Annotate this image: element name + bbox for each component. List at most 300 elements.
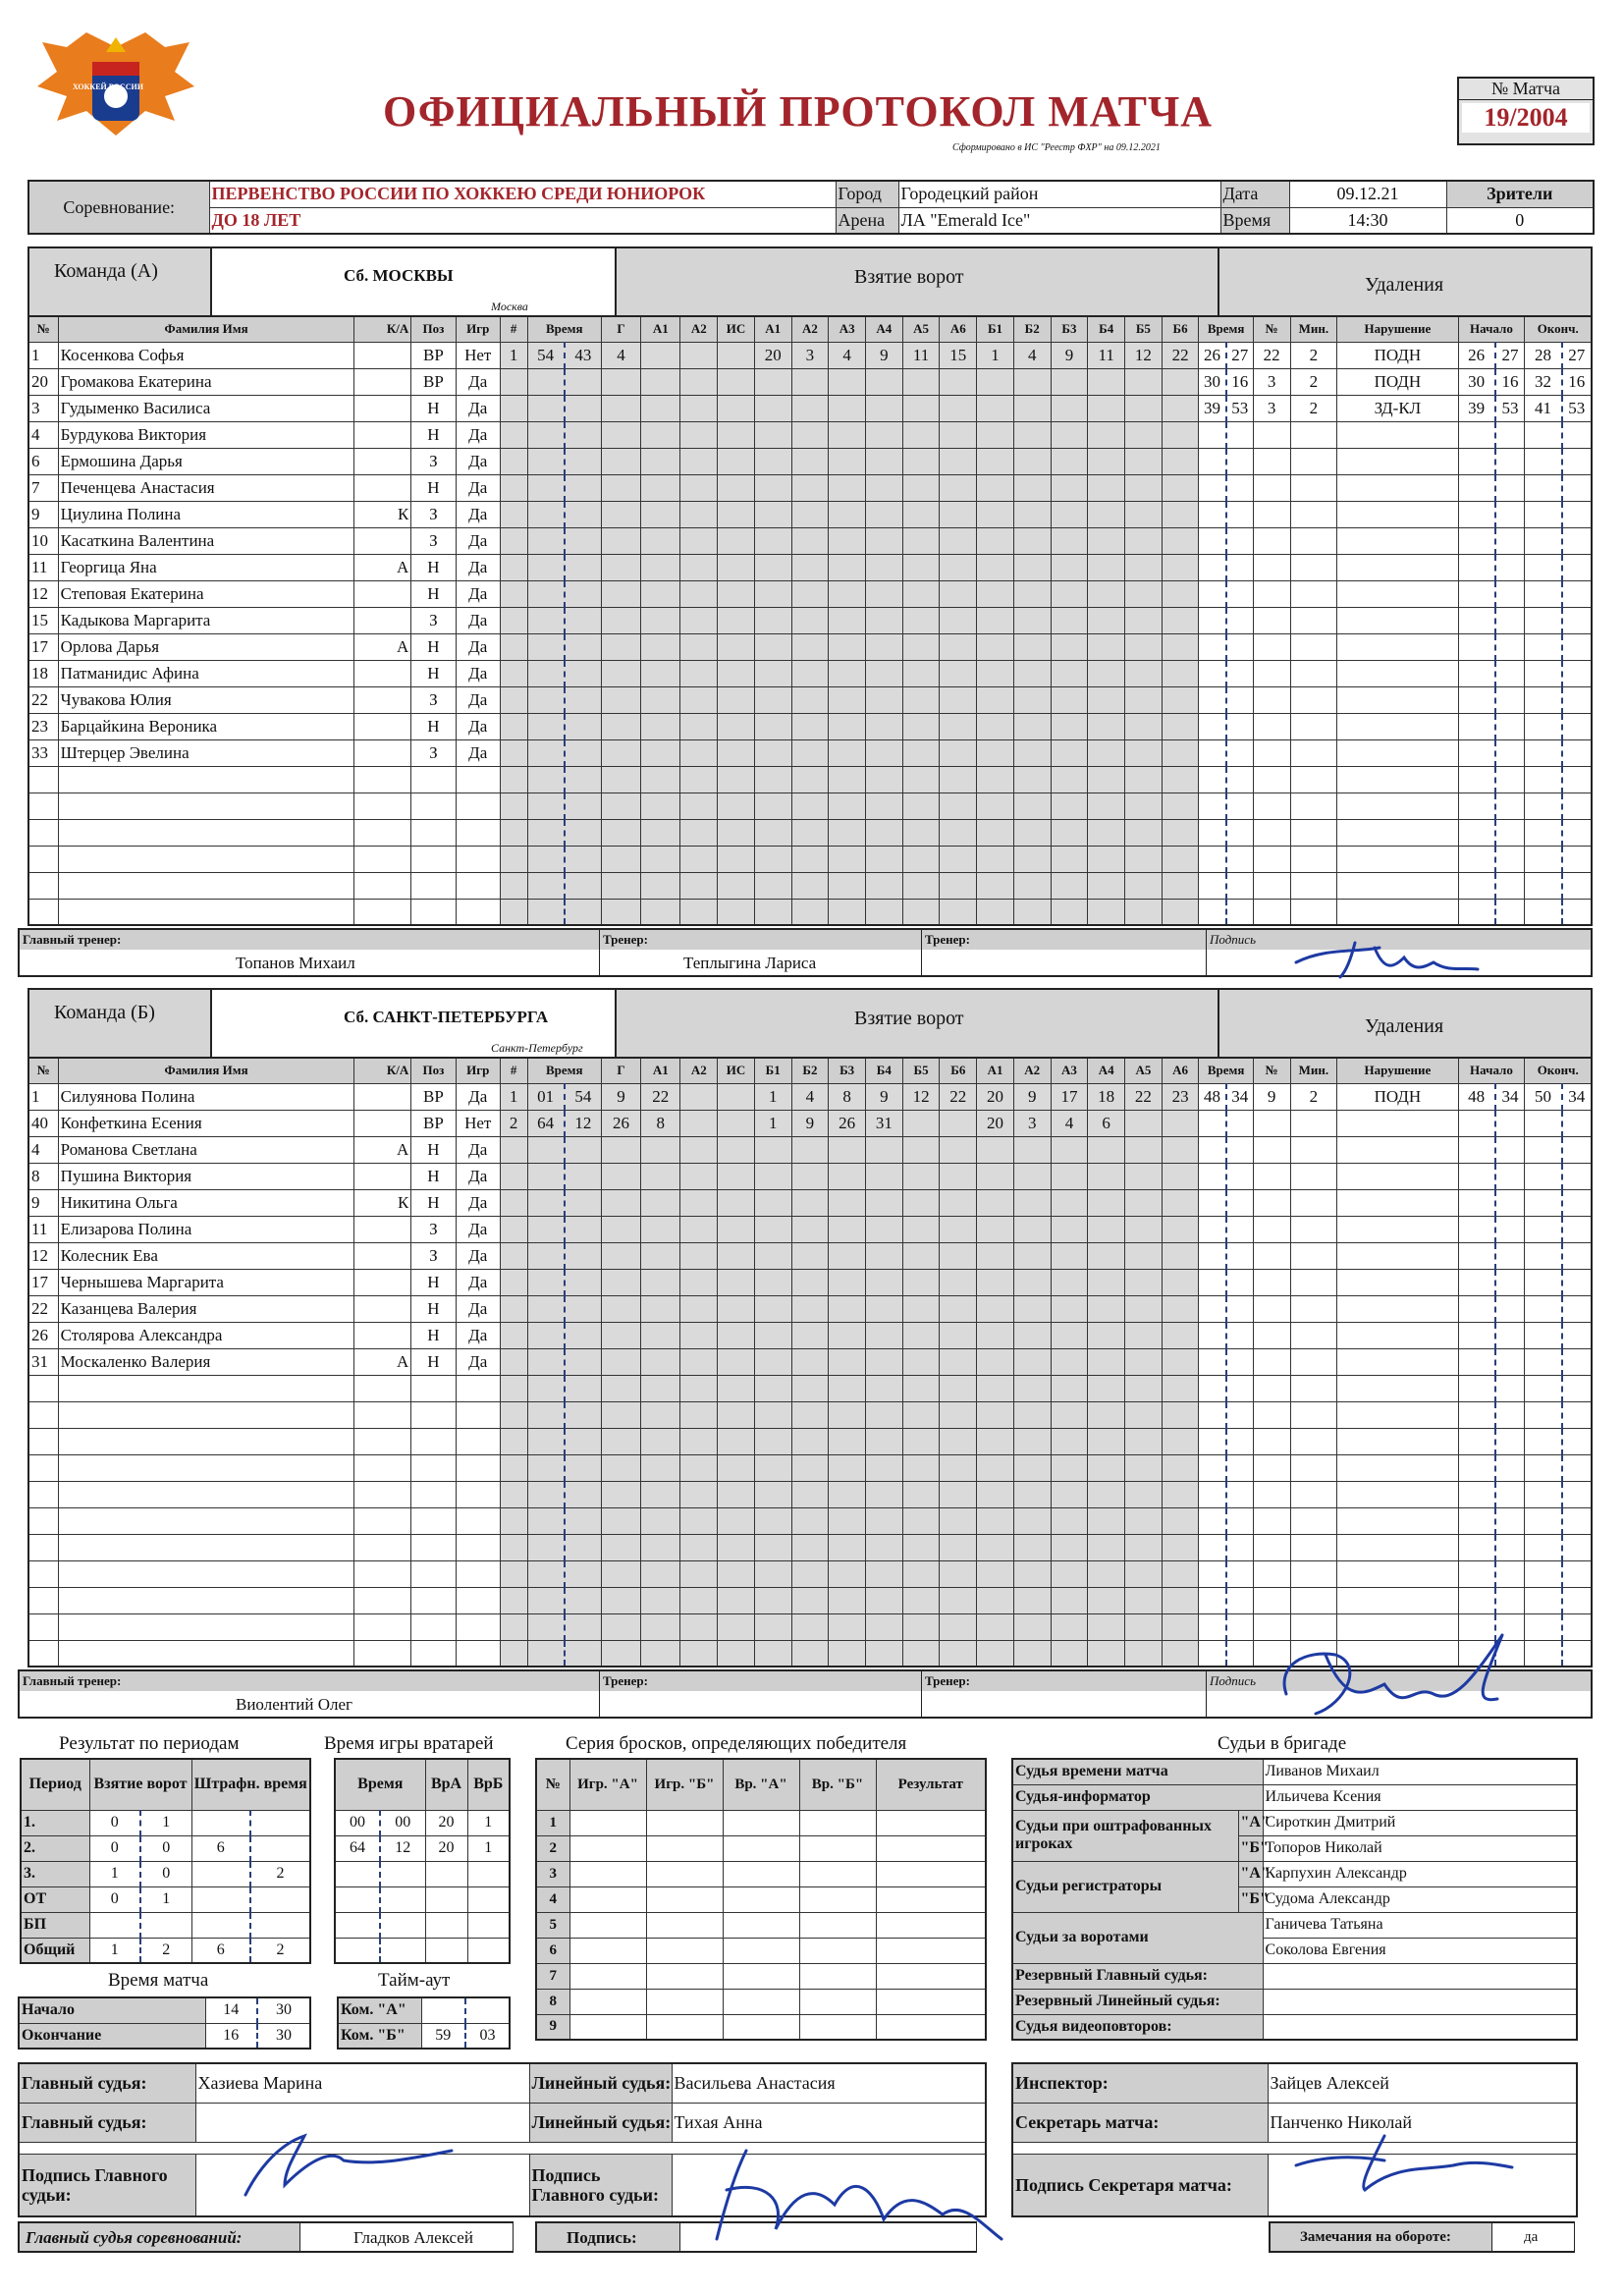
pen-minutes: 2 <box>1290 368 1337 395</box>
periods-table <box>20 1758 311 1964</box>
player-name: Степовая Екатерина <box>58 580 354 607</box>
goal-plus-player: 9 <box>866 1083 903 1110</box>
pen-time-min: 26 <box>1199 342 1226 368</box>
goal-minus-player: 23 <box>1162 1083 1199 1110</box>
player-position: ВР <box>411 1083 456 1110</box>
player-name: Циулина Полина <box>58 501 354 527</box>
goal-plus-player: 8 <box>829 1083 866 1110</box>
team-b-h-pend: Оконч. <box>1525 1058 1592 1083</box>
period-pim-a <box>191 1886 250 1912</box>
secretary-name: Панченко Николай <box>1268 2103 1577 2142</box>
player-number: 10 <box>28 527 58 554</box>
timeout-title: Тайм-аут <box>378 1970 451 1991</box>
goalie-b <box>467 1912 510 1938</box>
pen-player: 9 <box>1253 1083 1290 1110</box>
player-number: 15 <box>28 607 58 633</box>
spectators-label: Зрители <box>1446 181 1594 207</box>
team-a-row <box>28 660 1592 686</box>
team-a-h-name: Фамилия Имя <box>58 316 354 342</box>
line-ref-2: Тихая Анна <box>672 2103 986 2142</box>
goalie-b: 1 <box>467 1810 510 1835</box>
player-number: 7 <box>28 474 58 501</box>
team-b-row <box>28 1560 1592 1587</box>
player-name: Колесник Ева <box>58 1242 354 1269</box>
goal-plus-player: 11 <box>902 342 940 368</box>
player-name: Столярова Александра <box>58 1322 354 1348</box>
period-goals-b <box>140 1912 191 1938</box>
goal-plus-player: 15 <box>940 342 977 368</box>
player-name: Орлова Дарья <box>58 633 354 660</box>
pen-start-sec: 16 <box>1495 368 1525 395</box>
period-label: ОТ <box>21 1886 89 1912</box>
goalie-a <box>425 1912 467 1938</box>
goalie-a <box>425 1886 467 1912</box>
player-number: 31 <box>28 1348 58 1375</box>
shootout-row <box>536 1963 986 1989</box>
goal-minus-player: 6 <box>1088 1110 1125 1136</box>
period-row <box>21 1886 310 1912</box>
team-a-h-pstart: Начало <box>1458 316 1525 342</box>
inspector-label: Инспектор: <box>1012 2063 1268 2103</box>
period-goals-b: 0 <box>140 1861 191 1886</box>
pen-violation: ПОДН <box>1337 368 1458 395</box>
player-played: Да <box>456 368 500 395</box>
player-role <box>354 368 411 395</box>
goal-minus-player: 9 <box>1013 1083 1051 1110</box>
period-pim-a: 6 <box>191 1835 250 1861</box>
player-role <box>354 1242 411 1269</box>
goal-minus-player: 20 <box>977 1110 1014 1136</box>
goalie-b: 1 <box>467 1835 510 1861</box>
period-pim-b <box>250 1912 310 1938</box>
team-b-row <box>28 1587 1592 1613</box>
player-number: 11 <box>28 1216 58 1242</box>
player-played: Да <box>456 1322 500 1348</box>
timeout-a-m <box>421 1997 465 2023</box>
match-end-label: Окончание <box>19 2023 205 2049</box>
team-b-h-minus-4: А5 <box>1125 1058 1163 1083</box>
player-role <box>354 580 411 607</box>
match-end-h: 16 <box>205 2023 257 2049</box>
shootout-no: 3 <box>536 1861 569 1886</box>
team-a-h-plus-2: А3 <box>829 316 866 342</box>
player-position: Н <box>411 1295 456 1322</box>
goalie-min <box>335 1886 380 1912</box>
player-role <box>354 1216 411 1242</box>
shootout-row <box>536 2014 986 2040</box>
team-a-h-minus-5: Б6 <box>1162 316 1199 342</box>
off-res-line-label: Резервный Линейный судья: <box>1012 1989 1263 2014</box>
off-res-line-name <box>1263 1989 1577 2014</box>
goalie-sec <box>380 1938 425 1963</box>
line-ref-1: Васильева Анастасия <box>672 2063 986 2103</box>
player-name: Косенкова Софья <box>58 342 354 368</box>
team-a-roster-table <box>27 315 1593 926</box>
pen-end-min: 41 <box>1525 395 1562 421</box>
off-res-main-name <box>1263 1963 1577 1989</box>
goal-minus-player: 17 <box>1051 1083 1088 1110</box>
team-b-h-ka: К/А <box>354 1058 411 1083</box>
pen-start-sec: 53 <box>1495 395 1525 421</box>
shootout-row <box>536 1938 986 1963</box>
periods-h-goals: Взятие ворот <box>89 1759 191 1810</box>
period-pim-a <box>191 1861 250 1886</box>
team-a-city: Москва <box>491 300 528 313</box>
player-name: Барцайкина Вероника <box>58 713 354 739</box>
off-time-label: Судья времени матча <box>1012 1759 1263 1784</box>
team-a-header <box>27 246 1593 317</box>
team-b-row <box>28 1534 1592 1560</box>
inspector-name: Зайцев Алексей <box>1268 2063 1577 2103</box>
team-a-h-gnum: # <box>500 316 527 342</box>
player-number: 23 <box>28 713 58 739</box>
player-number: 40 <box>28 1110 58 1136</box>
player-position: Н <box>411 713 456 739</box>
player-position: З <box>411 1216 456 1242</box>
team-a-head-coach: Топанов Михаил <box>236 954 355 972</box>
period-goals-b: 2 <box>140 1938 191 1963</box>
team-b-h-plus-5: Б6 <box>940 1058 977 1083</box>
goalies-h-a: ВрА <box>425 1759 467 1810</box>
player-name: Касаткина Валентина <box>58 527 354 554</box>
period-label: 1. <box>21 1810 89 1835</box>
goal-assist-2 <box>680 342 718 368</box>
team-b-city: Санкт-Петербург <box>491 1041 583 1055</box>
team-a-h-num: № <box>28 316 58 342</box>
goal-scorer: 26 <box>601 1110 640 1136</box>
timeout-a-s <box>465 1997 510 2023</box>
line-ref-label-2: Линейный судья: <box>529 2103 672 2142</box>
off-penbox-tag-a: "А" <box>1238 1810 1263 1835</box>
team-a-goals-title: Взятие ворот <box>854 266 964 288</box>
player-number: 22 <box>28 1295 58 1322</box>
period-row <box>21 1861 310 1886</box>
player-number: 20 <box>28 368 58 395</box>
goal-plus-player <box>940 1110 977 1136</box>
pen-player: 22 <box>1253 342 1290 368</box>
period-pim-a: 6 <box>191 1938 250 1963</box>
period-pim-b <box>250 1886 310 1912</box>
player-played: Да <box>456 580 500 607</box>
player-played: Да <box>456 554 500 580</box>
sign-secretary-label: Подпись Секретаря матча: <box>1012 2154 1268 2216</box>
timeout-b-s: 03 <box>465 2023 510 2049</box>
shootout-h-res: Результат <box>876 1759 986 1810</box>
player-position: З <box>411 501 456 527</box>
player-played: Да <box>456 686 500 713</box>
goalie-min <box>335 1861 380 1886</box>
player-number: 1 <box>28 342 58 368</box>
player-played: Да <box>456 448 500 474</box>
time-label: Время <box>1220 207 1289 234</box>
goal-minute: 54 <box>527 342 565 368</box>
goalies-title: Время игры вратарей <box>324 1733 494 1754</box>
pen-minutes: 2 <box>1290 342 1337 368</box>
team-a-h-plus-1: А2 <box>791 316 829 342</box>
goal-plus-player: 4 <box>829 342 866 368</box>
period-label: Общий <box>21 1938 89 1963</box>
shootout-h-no: № <box>536 1759 569 1810</box>
pen-time-sec: 53 <box>1226 395 1254 421</box>
period-row <box>21 1835 310 1861</box>
goal-minus-player: 9 <box>1051 342 1088 368</box>
pen-end-sec: 16 <box>1562 368 1592 395</box>
officials-table <box>1011 1758 1578 2041</box>
goal-minus-player: 11 <box>1088 342 1125 368</box>
goalie-row <box>335 1912 510 1938</box>
off-goal-label: Судьи за воротами <box>1012 1912 1263 1963</box>
team-b-h-gg: Г <box>601 1058 640 1083</box>
logo <box>27 27 204 165</box>
timeout-table <box>337 1996 511 2050</box>
goal-second: 43 <box>565 342 602 368</box>
goalie-row <box>335 1938 510 1963</box>
shootout-no: 4 <box>536 1886 569 1912</box>
team-b-row <box>28 1163 1592 1189</box>
pen-start-min: 30 <box>1458 368 1495 395</box>
remarks-box <box>1269 2221 1575 2253</box>
player-name: Силуянова Полина <box>58 1083 354 1110</box>
player-role: К <box>354 1189 411 1216</box>
logo-text: ХОККЕЙ РОССИИ <box>73 82 143 91</box>
team-a-h-pviol: Нарушение <box>1337 316 1458 342</box>
team-b-row <box>28 1322 1592 1348</box>
team-a-h-minus-1: Б2 <box>1013 316 1051 342</box>
goalie-row <box>335 1835 510 1861</box>
city-value: Городецкий район <box>898 181 1220 207</box>
off-reg-name-a: Карпухин Александр <box>1263 1861 1577 1886</box>
pen-minutes: 2 <box>1290 395 1337 421</box>
team-b-h-minus-3: А4 <box>1088 1058 1125 1083</box>
player-number: 26 <box>28 1322 58 1348</box>
off-penbox-name-b: Топоров Николай <box>1263 1835 1577 1861</box>
period-label: БП <box>21 1912 89 1938</box>
period-pim-b <box>250 1810 310 1835</box>
shootout-h-gb: Вр. "Б" <box>799 1759 876 1810</box>
player-position: ВР <box>411 1110 456 1136</box>
pen-end-sec: 27 <box>1562 342 1592 368</box>
goal-plus-player: 1 <box>754 1083 791 1110</box>
player-number: 3 <box>28 395 58 421</box>
player-position: З <box>411 739 456 766</box>
team-b-h-name: Фамилия Имя <box>58 1058 354 1083</box>
pen-end-min: 28 <box>1525 342 1562 368</box>
city-label: Город <box>836 181 898 207</box>
team-a-row <box>28 395 1592 421</box>
player-played: Да <box>456 1136 500 1163</box>
match-time-title: Время матча <box>108 1970 209 1991</box>
team-a-row <box>28 421 1592 448</box>
goalie-b <box>467 1861 510 1886</box>
player-name: Елизарова Полина <box>58 1216 354 1242</box>
player-played: Да <box>456 527 500 554</box>
player-name: Романова Светлана <box>58 1136 354 1163</box>
period-goals-a <box>89 1912 140 1938</box>
player-number: 6 <box>28 448 58 474</box>
shootout-no: 5 <box>536 1912 569 1938</box>
goal-minus-player: 18 <box>1088 1083 1125 1110</box>
goalie-sec <box>380 1861 425 1886</box>
player-played: Да <box>456 1189 500 1216</box>
period-goals-a: 1 <box>89 1938 140 1963</box>
player-role: А <box>354 1348 411 1375</box>
off-video-label: Судья видеоповторов: <box>1012 2014 1263 2040</box>
pen-start-sec: 34 <box>1495 1083 1525 1110</box>
goal-plus-player <box>902 1110 940 1136</box>
team-b-row <box>28 1375 1592 1401</box>
period-pim-b <box>250 1835 310 1861</box>
goalie-row <box>335 1886 510 1912</box>
goal-plus-player: 26 <box>829 1110 866 1136</box>
goal-second: 54 <box>565 1083 602 1110</box>
team-b-h-pstart: Начало <box>1458 1058 1525 1083</box>
goal-minus-player: 3 <box>1013 1110 1051 1136</box>
off-reg-tag-b: "Б" <box>1238 1886 1263 1912</box>
goalie-min <box>335 1938 380 1963</box>
team-b-row <box>28 1507 1592 1534</box>
goal-plus-player: 4 <box>791 1083 829 1110</box>
team-a-h-gis: ИС <box>718 316 755 342</box>
player-number: 12 <box>28 580 58 607</box>
player-role: А <box>354 554 411 580</box>
goalie-row <box>335 1810 510 1835</box>
pen-violation: ПОДН <box>1337 342 1458 368</box>
team-a-h-gtime: Время <box>527 316 601 342</box>
player-role <box>354 421 411 448</box>
pen-end-min: 50 <box>1525 1083 1562 1110</box>
team-a-row <box>28 633 1592 660</box>
pen-time-min: 48 <box>1199 1083 1226 1110</box>
team-a-coach-label-1: Тренер: <box>603 932 648 947</box>
pen-player: 3 <box>1253 368 1290 395</box>
pen-start-min: 26 <box>1458 342 1495 368</box>
player-played: Нет <box>456 342 500 368</box>
player-name: Печенцева Анастасия <box>58 474 354 501</box>
team-b-h-pno: № <box>1253 1058 1290 1083</box>
player-position: Н <box>411 1163 456 1189</box>
team-b-h-gtime: Время <box>527 1058 601 1083</box>
team-a-h-ptime: Время <box>1199 316 1253 342</box>
team-b-row <box>28 1481 1592 1507</box>
goal-minus-player: 1 <box>977 342 1014 368</box>
goal-minus-player: 20 <box>977 1083 1014 1110</box>
team-b-head-coach-label: Главный тренер: <box>23 1673 122 1688</box>
goalie-sec <box>380 1886 425 1912</box>
player-played: Да <box>456 1242 500 1269</box>
goalie-a <box>425 1861 467 1886</box>
match-info <box>27 180 1595 235</box>
signature-coach-a <box>1286 928 1483 987</box>
period-goals-a: 1 <box>89 1861 140 1886</box>
off-reg-tag-a: "А" <box>1238 1861 1263 1886</box>
shootout-table <box>535 1758 987 2041</box>
player-role <box>354 660 411 686</box>
player-name: Кадыкова Маргарита <box>58 607 354 633</box>
period-label: 3. <box>21 1861 89 1886</box>
arena-value: ЛА "Emerald Ice" <box>898 207 1220 234</box>
player-played: Да <box>456 501 500 527</box>
team-b-h-minus-0: А1 <box>977 1058 1014 1083</box>
team-a-row <box>28 607 1592 633</box>
pen-time-sec: 16 <box>1226 368 1254 395</box>
player-role <box>354 1269 411 1295</box>
team-b-pen-title: Удаления <box>1365 1015 1444 1037</box>
player-name: Конфеткина Есения <box>58 1110 354 1136</box>
player-played: Да <box>456 1269 500 1295</box>
player-name: Москаленко Валерия <box>58 1348 354 1375</box>
team-b-row <box>28 1083 1592 1110</box>
team-b-coach-label-1: Тренер: <box>603 1673 648 1688</box>
goal-situation <box>718 1083 755 1110</box>
player-position: Н <box>411 1136 456 1163</box>
goalie-sec: 12 <box>380 1835 425 1861</box>
player-role <box>354 713 411 739</box>
team-b-h-plus-2: Б3 <box>829 1058 866 1083</box>
goalies-h-b: ВрБ <box>467 1759 510 1810</box>
period-pim-b: 2 <box>250 1938 310 1963</box>
pen-start-min: 48 <box>1458 1083 1495 1110</box>
player-role <box>354 607 411 633</box>
player-number: 12 <box>28 1242 58 1269</box>
team-a-head-coach-label: Главный тренер: <box>23 932 122 947</box>
off-goal-name-a: Ганичева Татьяна <box>1263 1912 1577 1938</box>
player-position: ВР <box>411 368 456 395</box>
match-number-box <box>1457 77 1595 145</box>
player-role <box>354 448 411 474</box>
player-role <box>354 1083 411 1110</box>
player-played: Да <box>456 1295 500 1322</box>
shootout-no: 1 <box>536 1810 569 1835</box>
goal-assist-1: 8 <box>641 1110 680 1136</box>
page-subtitle: Сформировано в ИС "Реестр ФХР" на 09.12.2021 <box>952 142 1161 153</box>
team-b-h-plus-4: Б5 <box>902 1058 940 1083</box>
player-number: 9 <box>28 1189 58 1216</box>
competition-label: Соревнование: <box>28 181 209 234</box>
goalies-h-time: Время <box>335 1759 425 1810</box>
goal-plus-player: 12 <box>902 1083 940 1110</box>
shootout-no: 9 <box>536 2014 569 2040</box>
sign-main-label-1: Подпись Главного судьи: <box>19 2154 195 2216</box>
player-name: Патманидис Афина <box>58 660 354 686</box>
period-row <box>21 1810 310 1835</box>
goalie-sec <box>380 1912 425 1938</box>
off-info-name: Ильичева Ксения <box>1263 1784 1577 1810</box>
periods-h-period: Период <box>21 1759 89 1810</box>
player-number: 4 <box>28 421 58 448</box>
player-played: Да <box>456 660 500 686</box>
period-goals-a: 0 <box>89 1886 140 1912</box>
player-position: З <box>411 527 456 554</box>
player-role <box>354 1163 411 1189</box>
player-position: Н <box>411 1322 456 1348</box>
main-ref-label-1: Главный судья: <box>19 2063 195 2103</box>
team-b-h-plus-3: Б4 <box>866 1058 903 1083</box>
team-a-h-pno: № <box>1253 316 1290 342</box>
goal-minus-player <box>1125 1110 1163 1136</box>
player-position: Н <box>411 1348 456 1375</box>
shootout-h-ga: Вр. "А" <box>723 1759 799 1810</box>
team-a-row <box>28 899 1592 925</box>
team-a-sign-label: Подпись <box>1210 932 1256 947</box>
signature-secretary <box>1286 2126 1522 2205</box>
comp-ref-box <box>18 2221 514 2253</box>
player-name: Чернышева Маргарита <box>58 1269 354 1295</box>
team-b-row <box>28 1401 1592 1428</box>
team-b-h-plus-1: Б2 <box>791 1058 829 1083</box>
team-a-h-ka: К/А <box>354 316 411 342</box>
shootout-h-pa: Игр. "А" <box>569 1759 646 1810</box>
match-start-m: 30 <box>257 1997 310 2023</box>
